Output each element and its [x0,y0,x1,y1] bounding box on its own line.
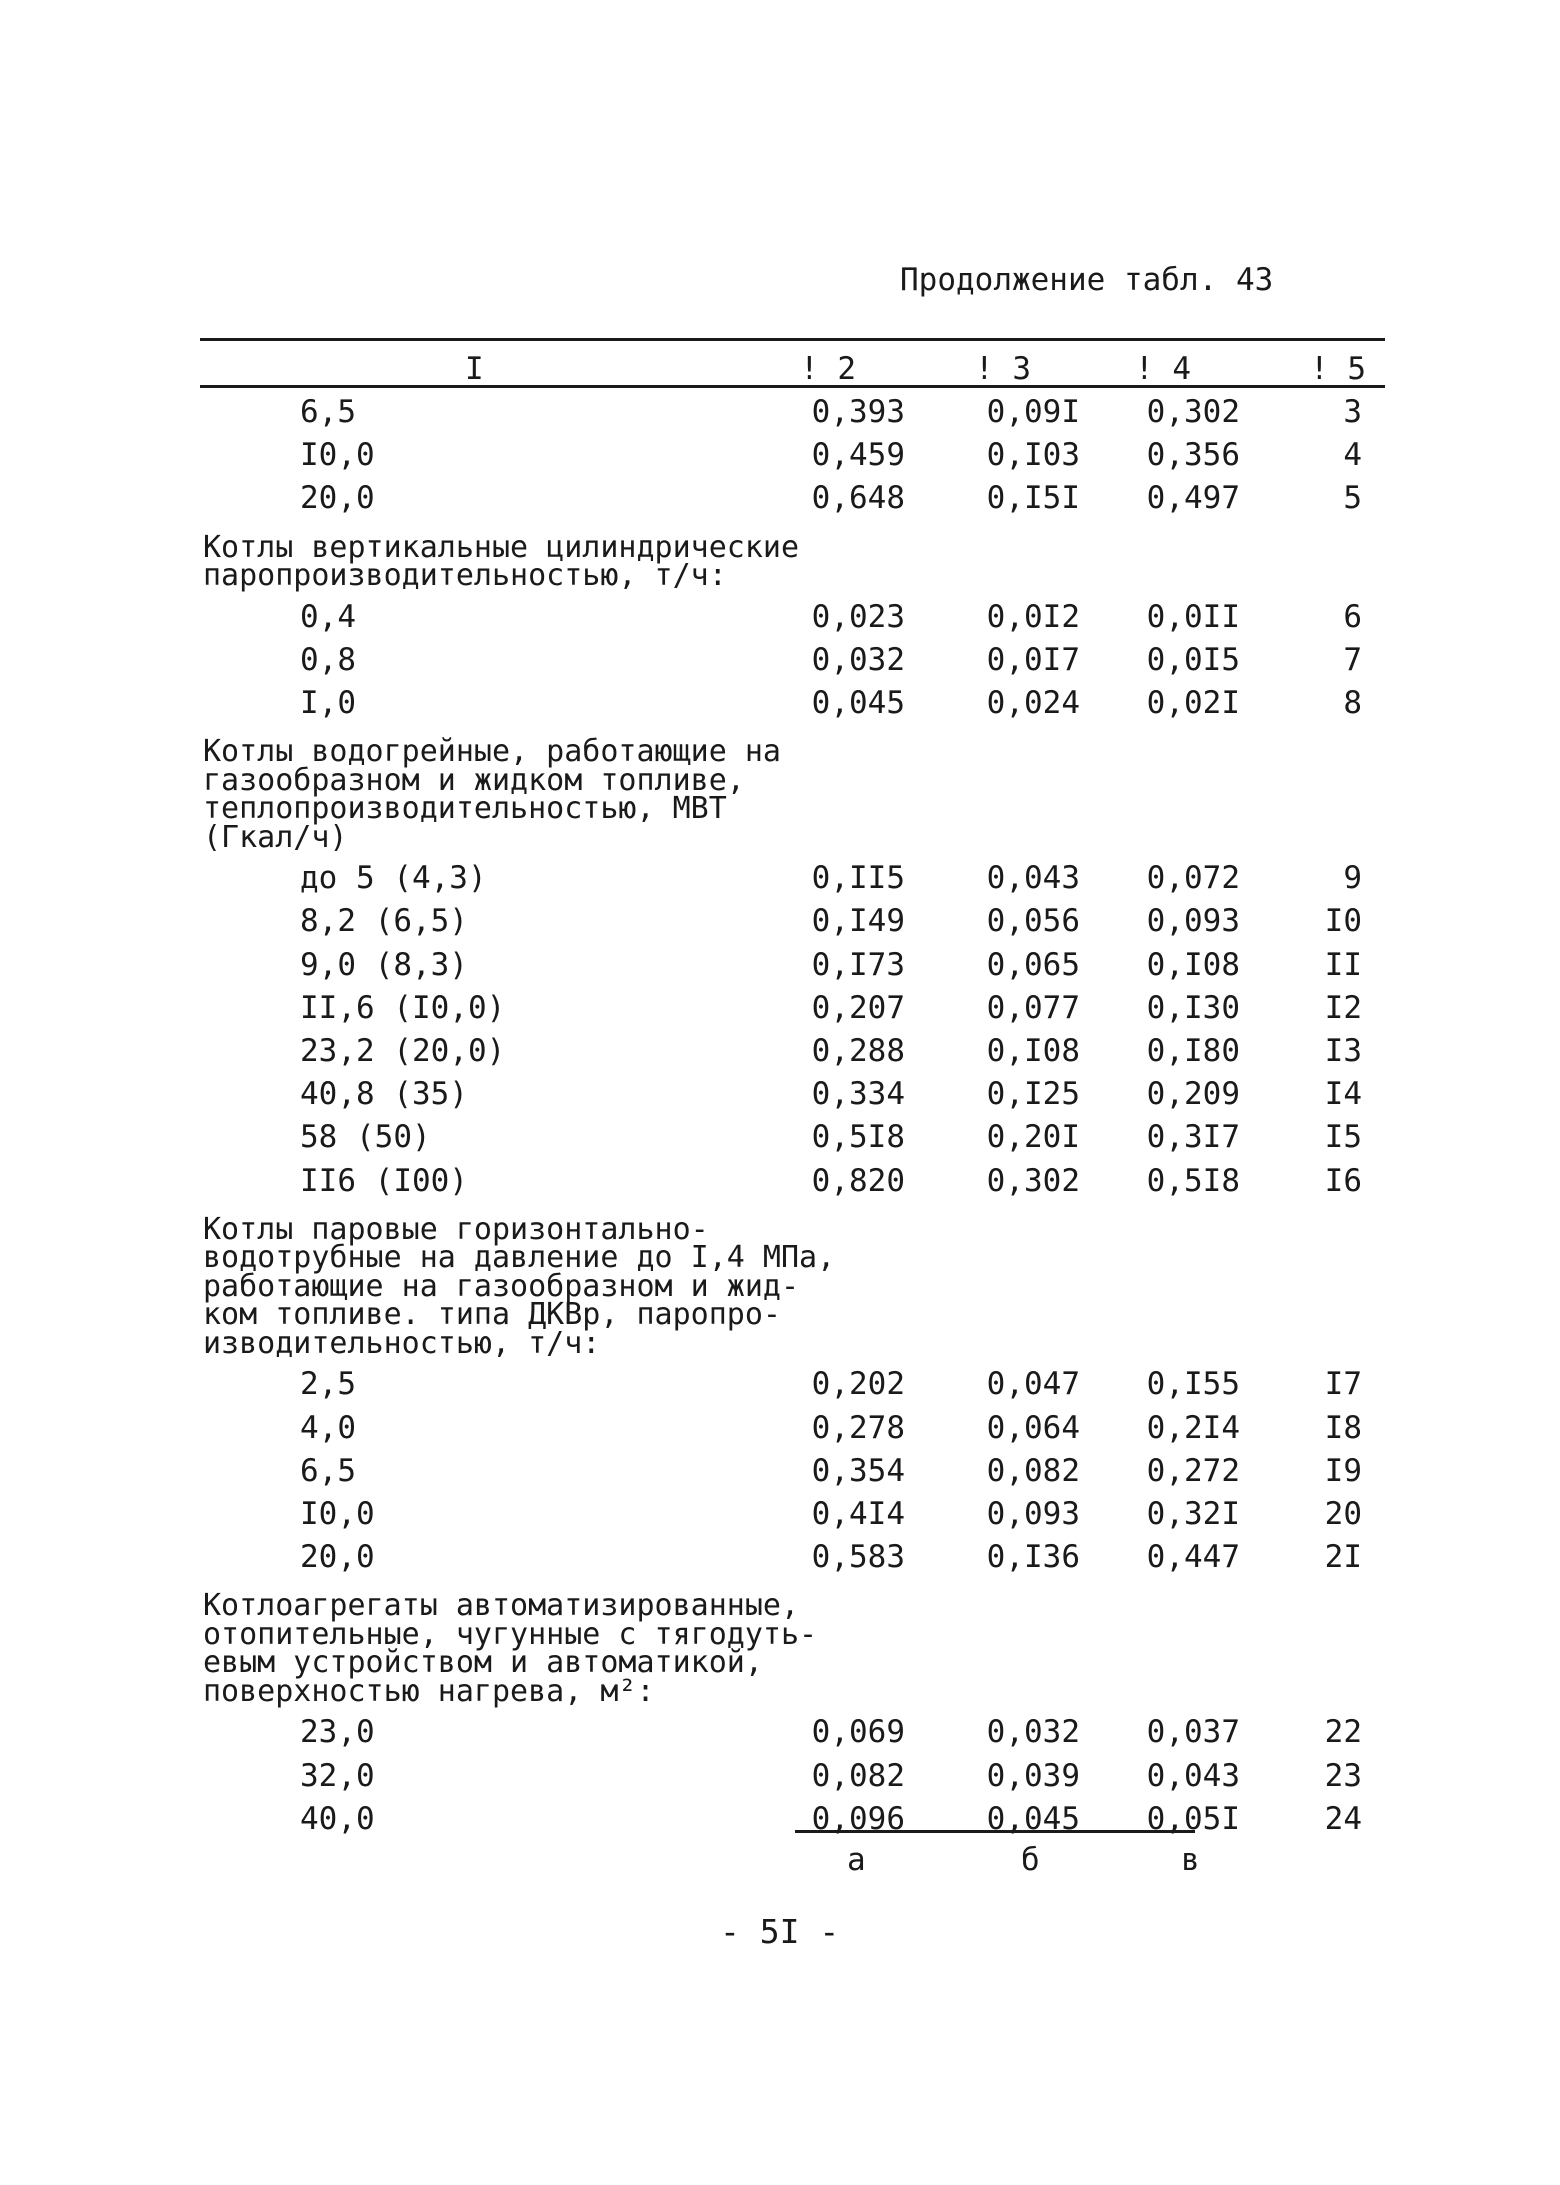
row-label: 0,8 [300,641,356,678]
value-col-2: 0,393 [811,394,905,430]
value-col-3: 0,302 [986,1162,1080,1199]
value-col-2: 0,354 [811,1452,905,1489]
value-col-4: 0,32I [1146,1495,1240,1532]
value-col-3: 0,077 [986,989,1080,1026]
value-col-4: 0,I30 [1146,989,1240,1026]
value-col-3: 0,039 [986,1757,1080,1794]
row-number: I3 [1324,1033,1362,1069]
group-heading-line: поверхностью нагрева, м²: [203,1673,655,1709]
row-label: I0,0 [300,437,375,474]
value-col-2: 0,820 [811,1162,905,1199]
row-label: 2,5 [300,1366,356,1403]
value-col-2: 0,082 [811,1757,905,1794]
row-label: 40,8 (35) [300,1076,468,1113]
row-label: 0,4 [300,598,356,635]
row-label: 58 (50) [300,1119,431,1156]
value-col-4: 0,037 [1146,1714,1240,1751]
header-bottom-rule [200,385,1385,388]
row-number: I0 [1324,903,1362,940]
row-label: II,6 (I0,0) [300,989,506,1026]
header-col-2: ! 2 [800,351,856,387]
group-heading-line: паропроизводительностью, т/ч: [203,558,727,594]
group-heading-line: теплопроизводительностью, МВТ [203,791,727,827]
value-col-4: 0,447 [1146,1539,1240,1576]
row-number: 2I [1324,1539,1362,1576]
value-col-4: 0,302 [1146,394,1240,430]
value-col-2: 0,4I4 [811,1495,905,1532]
value-col-3: 0,032 [986,1714,1080,1751]
value-col-2: 0,583 [811,1539,905,1576]
value-col-3: 0,0I2 [986,598,1080,635]
value-col-4: 0,093 [1146,903,1240,940]
value-col-2: 0,648 [811,480,905,517]
value-col-4: 0,356 [1146,437,1240,474]
value-col-4: 0,497 [1146,480,1240,517]
value-col-3: 0,I03 [986,437,1080,474]
group-heading-line: работающие на газообразном и жид- [203,1268,800,1304]
value-col-3: 0,043 [986,860,1080,897]
value-col-4: 0,2I4 [1146,1409,1240,1446]
value-col-2: 0,069 [811,1714,905,1751]
value-col-2: 0,045 [811,685,905,721]
value-col-4: 0,3I7 [1146,1119,1240,1156]
value-col-3: 0,09I [986,394,1080,430]
group-heading-line: Котлы водогрейные, работающие на [203,734,781,770]
row-number: 5 [1343,480,1362,517]
value-col-3: 0,I08 [986,1033,1080,1069]
value-col-4: 0,209 [1146,1076,1240,1113]
column-letter-v: в [1181,1842,1200,1878]
value-col-3: 0,I25 [986,1076,1080,1113]
value-col-2: 0,II5 [811,860,905,897]
value-col-4: 0,I80 [1146,1033,1240,1069]
value-col-3: 0,045 [986,1800,1080,1837]
row-number: I4 [1324,1076,1362,1113]
value-col-3: 0,047 [986,1366,1080,1403]
header-col-3: ! 3 [975,351,1031,387]
row-number: I5 [1324,1119,1362,1156]
value-col-2: 0,5I8 [811,1119,905,1156]
row-number: 6 [1343,598,1362,635]
row-label: 23,0 [300,1714,375,1751]
row-number: I7 [1324,1366,1362,1403]
group-heading-line: евым устройством и автоматикой, [203,1645,763,1681]
row-number: 24 [1324,1800,1362,1837]
row-label: 9,0 (8,3) [300,946,468,983]
row-label: 20,0 [300,480,375,517]
row-number: I6 [1324,1162,1362,1199]
value-col-3: 0,093 [986,1495,1080,1532]
page-number: - 5I - [720,1912,840,1951]
row-label: II6 (I00) [300,1162,468,1199]
row-number: 23 [1324,1757,1362,1794]
value-col-2: 0,459 [811,437,905,474]
row-label: I0,0 [300,1495,375,1532]
row-number: 9 [1343,860,1362,897]
value-col-4: 0,072 [1146,860,1240,897]
value-col-4: 0,5I8 [1146,1162,1240,1199]
value-col-4: 0,05I [1146,1800,1240,1837]
group-heading-line: изводительностью, т/ч: [203,1325,601,1361]
value-col-2: 0,288 [811,1033,905,1069]
row-label: 8,2 (6,5) [300,903,468,940]
row-number: 20 [1324,1495,1362,1532]
header-col-1: I [465,351,484,387]
group-heading-line: водотрубные на давление до I,4 МПа, [203,1240,836,1276]
value-col-2: 0,032 [811,641,905,678]
row-number: 7 [1343,641,1362,678]
row-label: 40,0 [300,1800,375,1837]
row-number: I8 [1324,1409,1362,1446]
group-heading-line: (Гкал/ч) [203,819,348,855]
group-heading-line: отопительные, чугунные с тягодуть- [203,1616,818,1652]
value-col-4: 0,0I5 [1146,641,1240,678]
table-caption: Продолжение табл. 43 [900,262,1274,298]
column-letter-a: а [847,1842,866,1878]
value-col-2: 0,207 [811,989,905,1026]
value-col-4: 0,043 [1146,1757,1240,1794]
header-col-4: ! 4 [1135,351,1191,387]
group-heading-line: газообразном и жидком топливе, [203,762,745,798]
group-heading-line: Котлоагрегаты автоматизированные, [203,1588,800,1624]
row-label: 23,2 (20,0) [300,1033,506,1069]
row-number: I9 [1324,1452,1362,1489]
column-letter-b: б [1021,1842,1040,1878]
row-label: I,0 [300,685,356,721]
row-number: II [1324,946,1362,983]
value-col-2: 0,I73 [811,946,905,983]
group-heading-line: Котлы вертикальные цилиндрические [203,529,800,565]
row-number: 8 [1343,685,1362,721]
value-col-2: 0,278 [811,1409,905,1446]
value-col-2: 0,023 [811,598,905,635]
row-number: I2 [1324,989,1362,1026]
row-label: 20,0 [300,1539,375,1576]
value-col-4: 0,0II [1146,598,1240,635]
value-col-3: 0,I36 [986,1539,1080,1576]
row-label: 6,5 [300,1452,356,1489]
group-heading-line: Котлы паровые горизонтально- [203,1211,709,1247]
header-col-5: ! 5 [1310,351,1366,387]
row-number: 4 [1343,437,1362,474]
value-col-4: 0,I55 [1146,1366,1240,1403]
value-col-3: 0,056 [986,903,1080,940]
footer-rule [795,1830,1195,1833]
value-col-3: 0,0I7 [986,641,1080,678]
value-col-2: 0,096 [811,1800,905,1837]
group-heading-line: ком топливе. типа ДКВр, паропро- [203,1297,781,1333]
table-top-rule [200,338,1385,341]
value-col-4: 0,272 [1146,1452,1240,1489]
value-col-3: 0,20I [986,1119,1080,1156]
value-col-3: 0,024 [986,685,1080,721]
value-col-2: 0,202 [811,1366,905,1403]
row-label: 6,5 [300,394,356,430]
value-col-2: 0,334 [811,1076,905,1113]
value-col-3: 0,082 [986,1452,1080,1489]
row-number: 3 [1343,394,1362,430]
row-label: до 5 (4,3) [300,860,487,897]
row-number: 22 [1324,1714,1362,1751]
value-col-3: 0,064 [986,1409,1080,1446]
value-col-4: 0,02I [1146,685,1240,721]
row-label: 4,0 [300,1409,356,1446]
value-col-4: 0,I08 [1146,946,1240,983]
value-col-2: 0,I49 [811,903,905,940]
value-col-3: 0,065 [986,946,1080,983]
row-label: 32,0 [300,1757,375,1794]
value-col-3: 0,I5I [986,480,1080,517]
